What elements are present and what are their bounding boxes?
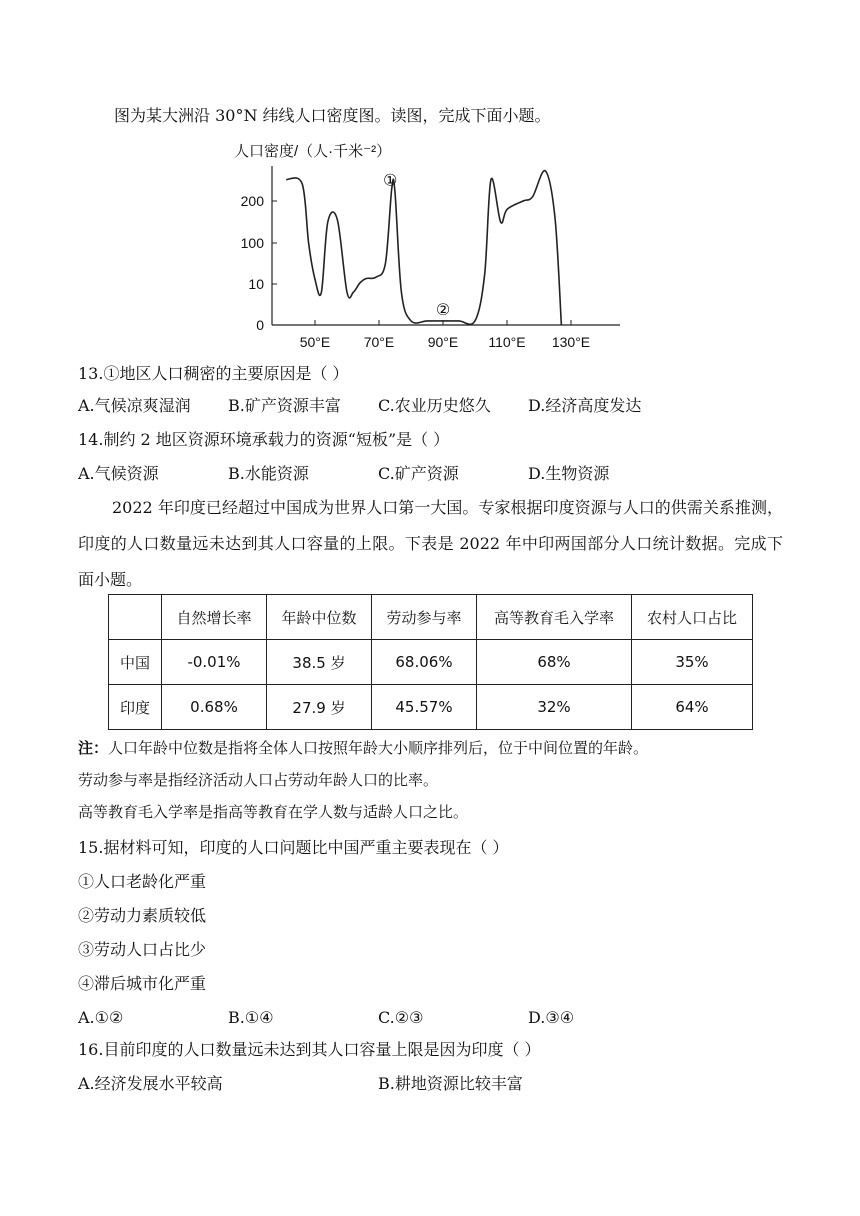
table-cell: 27.9 岁 bbox=[267, 685, 372, 730]
x-tick-label: 90°E bbox=[427, 334, 459, 350]
table-cell: 0.68% bbox=[162, 685, 267, 730]
marker-2-label: ② bbox=[435, 301, 451, 319]
q14-option-d[interactable]: D.生物资源 bbox=[528, 464, 610, 483]
q15-item-2: ②劳动力素质较低 bbox=[78, 906, 207, 925]
population-stats-table bbox=[108, 594, 753, 730]
table-cell: 中国 bbox=[109, 640, 162, 685]
x-tick-label: 50°E bbox=[299, 334, 331, 350]
y-tick-label: 200 bbox=[240, 193, 264, 209]
chart-markers bbox=[383, 173, 450, 319]
table-cell: 64% bbox=[632, 685, 753, 730]
q16-stem: 16.目前印度的人口数量远未达到其人口容量上限是因为印度（ ） bbox=[78, 1040, 541, 1059]
table-cell: 45.57% bbox=[372, 685, 477, 730]
q15-item-1: ①人口老龄化严重 bbox=[78, 872, 207, 891]
marker-1-label: ① bbox=[383, 172, 398, 190]
note-1-text: 人口年龄中位数是指将全体人口按照年龄大小顺序排列后，位于中间位置的年龄。 bbox=[108, 739, 649, 757]
note-label: 注： bbox=[78, 739, 109, 757]
y-axis-label: 人口密度/（人·千米⁻²） bbox=[234, 143, 392, 160]
q15-stem: 15.据材料可知，印度的人口问题比中国严重主要表现在（ ） bbox=[78, 838, 509, 857]
density-curve bbox=[286, 171, 561, 325]
table-cell: 38.5 岁 bbox=[267, 640, 372, 685]
table-cell: -0.01% bbox=[162, 640, 267, 685]
table-header: 农村人口占比 bbox=[632, 595, 753, 640]
table-row bbox=[109, 685, 753, 730]
y-tick-label: 10 bbox=[248, 276, 264, 292]
note-3: 高等教育毛入学率是指高等教育在学人数与适龄人口之比。 bbox=[78, 803, 469, 821]
table-row bbox=[109, 640, 753, 685]
q16-option-b[interactable]: B.耕地资源比较丰富 bbox=[378, 1074, 523, 1093]
x-tick-label: 110°E bbox=[488, 334, 526, 350]
table-cell: 32% bbox=[477, 685, 632, 730]
q14-option-b[interactable]: B.水能资源 bbox=[228, 464, 309, 483]
table-header: 高等教育毛入学率 bbox=[477, 595, 632, 640]
y-tick-label: 100 bbox=[240, 235, 264, 251]
q15-option-a[interactable]: A.①② bbox=[78, 1008, 124, 1027]
note-2: 劳动参与率是指经济活动人口占劳动年龄人口的比率。 bbox=[78, 771, 439, 789]
population-density-chart bbox=[222, 138, 642, 354]
intro-text-2 bbox=[78, 490, 783, 598]
q13-option-b[interactable]: B.矿产资源丰富 bbox=[228, 396, 341, 415]
table-cell: 35% bbox=[632, 640, 753, 685]
q15-item-4: ④滞后城市化严重 bbox=[78, 974, 207, 993]
q15-option-d[interactable]: D.③④ bbox=[528, 1008, 575, 1027]
q13-option-c[interactable]: C.农业历史悠久 bbox=[378, 396, 491, 415]
q15-option-c[interactable]: C.②③ bbox=[378, 1008, 424, 1027]
table-header-row bbox=[109, 595, 753, 640]
table-header: 劳动参与率 bbox=[372, 595, 477, 640]
q13-stem: 13.①地区人口稠密的主要原因是（ ） bbox=[78, 364, 349, 383]
q13-option-d[interactable]: D.经济高度发达 bbox=[528, 396, 642, 415]
intro-text-1: 图为某大洲沿 30°N 纬线人口密度图。读图，完成下面小题。 bbox=[114, 106, 551, 125]
q15-item-3: ③劳动人口占比少 bbox=[78, 940, 207, 959]
q13-option-a[interactable]: A.气候凉爽湿润 bbox=[78, 396, 191, 415]
x-tick-label: 70°E bbox=[363, 334, 395, 350]
table-cell: 印度 bbox=[109, 685, 162, 730]
x-tick-label: 130°E bbox=[551, 334, 591, 350]
table-cell: 68% bbox=[477, 640, 632, 685]
q15-option-b[interactable]: B.①④ bbox=[228, 1008, 274, 1027]
table-header bbox=[109, 595, 162, 640]
q14-stem: 14.制约 2 地区资源环境承载力的资源“短板”是（ ） bbox=[78, 430, 450, 449]
q16-option-a[interactable]: A.经济发展水平较高 bbox=[78, 1074, 223, 1093]
q14-option-c[interactable]: C.矿产资源 bbox=[378, 464, 459, 483]
table-cell: 68.06% bbox=[372, 640, 477, 685]
chart-ticks bbox=[241, 193, 591, 350]
y-tick-label: 0 bbox=[256, 317, 264, 333]
table-header: 年龄中位数 bbox=[267, 595, 372, 640]
table-header: 自然增长率 bbox=[162, 595, 267, 640]
q14-option-a[interactable]: A.气候资源 bbox=[78, 464, 159, 483]
intro-text-2-body: 2022 年印度已经超过中国成为世界人口第一大国。专家根据印度资源与人口的供需关系推测，印度的人口数量远未达到其人口容量的上限。下表是 2022 年中印两国部分人口统计数据。完成下面小题。 bbox=[78, 498, 783, 589]
note-1 bbox=[78, 738, 648, 758]
